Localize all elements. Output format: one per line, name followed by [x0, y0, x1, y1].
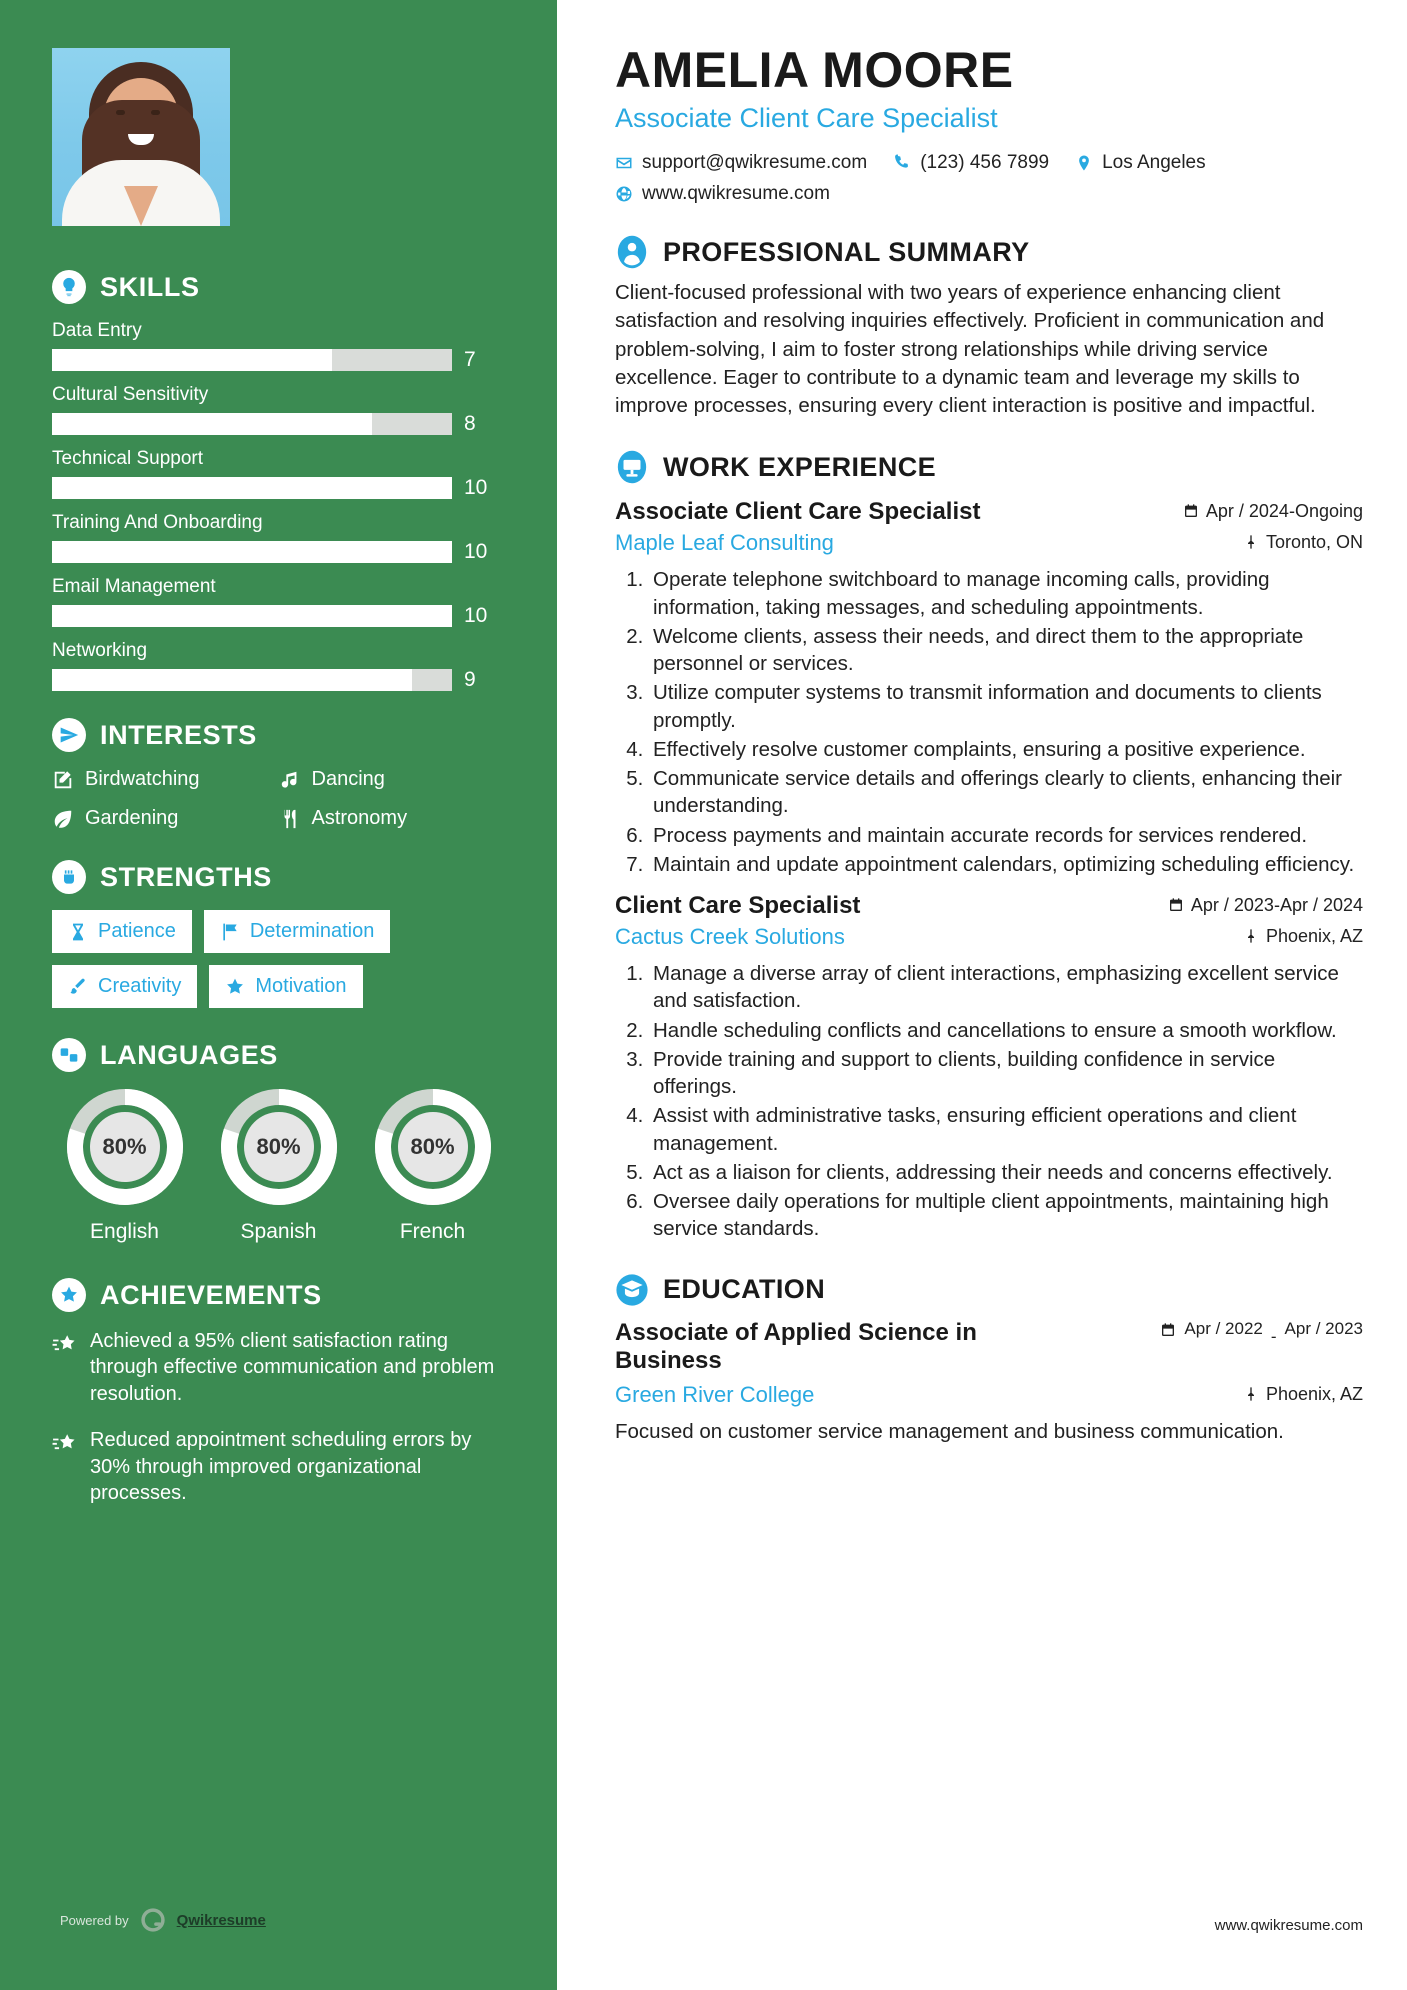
summary-title: PROFESSIONAL SUMMARY: [663, 236, 1030, 267]
language-item: [52, 1088, 197, 1244]
skill-value: 7: [464, 348, 476, 371]
job-entry: [615, 892, 1363, 1243]
duty-item: 6. Oversee daily operations for multiple client appointments, maintaining high service standards.: [649, 1188, 1363, 1243]
skill-name: Data Entry: [52, 320, 142, 341]
job-location-text: Toronto, ON: [1265, 531, 1363, 552]
shooting-star-icon: [52, 1431, 78, 1457]
candidate-name: AMELIA MOORE: [615, 42, 1014, 98]
job-duties: [649, 566, 1363, 878]
job-duties: [649, 960, 1363, 1243]
strength-label: Creativity: [98, 975, 182, 997]
language-name: French: [399, 1220, 466, 1243]
powered-by-label: Powered by: [60, 1912, 129, 1928]
languages-list: [52, 1088, 505, 1244]
experience-section: [615, 450, 1363, 1242]
job-location: [1243, 532, 1363, 553]
skill-name: Cultural Sensitivity: [52, 384, 209, 405]
skill-row: [52, 512, 505, 564]
briefcase-icon: [615, 450, 649, 484]
language-progress-ring: [374, 1088, 492, 1206]
strengths-section: [52, 860, 505, 1008]
education-location: [1243, 1384, 1363, 1405]
education-header: [615, 1273, 1363, 1307]
pin-icon: [1243, 534, 1259, 550]
pin-icon: [1243, 1386, 1259, 1402]
user-circle-icon: [615, 235, 649, 269]
phone-icon: [893, 154, 911, 172]
contact-item: [1075, 152, 1206, 174]
skill-row: [52, 640, 505, 692]
strengths-list: [52, 910, 505, 1008]
footer-website: www.qwikresume.com: [1214, 1917, 1363, 1934]
achievements-title: ACHIEVEMENTS: [100, 1279, 322, 1310]
school-name: Green River College: [615, 1382, 815, 1408]
skill-bar-fill: [52, 541, 452, 563]
duty-item: 6. Process payments and maintain accurate records for services rendered.: [649, 822, 1363, 849]
calendar-icon: [1160, 1322, 1176, 1338]
interest-label: Astronomy: [311, 807, 408, 829]
contact-row-primary: [615, 152, 1363, 174]
job-location-text: Phoenix, AZ: [1265, 925, 1363, 946]
contact-info: [615, 152, 1363, 205]
duty-item: 1. Operate telephone switchboard to manage incoming calls, providing information, taking messages, and scheduling appointments.: [649, 566, 1363, 621]
duty-item: 2. Handle scheduling conflicts and cancellations to ensure a smooth workflow.: [649, 1017, 1363, 1044]
achievements-header: [52, 1278, 505, 1312]
skill-row: [52, 576, 505, 628]
footer-branding: [60, 1906, 266, 1934]
duty-item: 5. Act as a liaison for clients, addressing their needs and concerns effectively.: [649, 1159, 1363, 1186]
contact-item: [615, 183, 830, 205]
leaf-icon: [52, 808, 74, 830]
job-dates: [1183, 501, 1363, 522]
language-name: English: [90, 1220, 159, 1243]
skills-header: [52, 270, 505, 304]
contact-item: [893, 152, 1049, 174]
strengths-title: STRENGTHS: [100, 861, 272, 892]
location-icon: [1075, 154, 1093, 172]
strength-chip: [204, 910, 391, 953]
skill-name: Training And Onboarding: [52, 512, 263, 533]
job-title: Associate Client Care Specialist: [615, 498, 981, 526]
skill-bar-fill: [52, 605, 452, 627]
skill-bar-track: [52, 477, 452, 499]
skill-bar-track: [52, 349, 452, 371]
lightbulb-icon: [52, 270, 86, 304]
skill-bar-fill: [52, 349, 332, 371]
qwikresume-logo-icon: [139, 1906, 167, 1934]
strength-chip: [52, 910, 192, 953]
language-percent: 80%: [90, 1112, 160, 1182]
interests-title: INTERESTS: [100, 719, 257, 750]
language-progress-ring: [220, 1088, 338, 1206]
job-company: Cactus Creek Solutions: [615, 924, 845, 950]
skill-bar-fill: [52, 477, 452, 499]
edit-square-icon: [52, 769, 74, 791]
profile-photo: [52, 48, 230, 226]
language-percent: 80%: [398, 1112, 468, 1182]
education-entry: [615, 1319, 1363, 1446]
education-dates: [1160, 1319, 1363, 1347]
skills-title: SKILLS: [100, 271, 200, 302]
skill-value: 9: [464, 668, 476, 691]
education-end-date: Apr / 2023: [1284, 1318, 1363, 1338]
achievement-item: [52, 1328, 505, 1407]
language-item: [360, 1088, 505, 1244]
language-percent: 80%: [244, 1112, 314, 1182]
strength-label: Patience: [98, 920, 176, 942]
summary-text: Client-focused professional with two years of experience enhancing client satisfaction and resolving inquiries effectively. Proficient in communication and problem-solving, I aim to foster strong relationships while driving service excellence. Eager to contribute to a dynamic team and leverage my skills to improve processes, ensuring every client interaction is positive and impactful.: [615, 281, 1325, 418]
strengths-header: [52, 860, 505, 894]
music-note-icon: [279, 769, 301, 791]
interest-item: [279, 768, 506, 791]
job-company: Maple Leaf Consulting: [615, 530, 834, 556]
contact-row-secondary: [615, 183, 1363, 205]
education-location-text: Phoenix, AZ: [1265, 1383, 1363, 1404]
strength-chip: [209, 965, 362, 1008]
skill-value: 10: [464, 604, 488, 627]
skill-value: 10: [464, 540, 488, 563]
qwikresume-link[interactable]: Qwikresume: [176, 1911, 266, 1929]
sidebar: [0, 0, 557, 1990]
experience-header: [615, 450, 1363, 484]
contact-item: [615, 152, 867, 174]
strength-label: Motivation: [255, 975, 347, 997]
interest-label: Birdwatching: [85, 768, 200, 790]
contact-text: support@qwikresume.com: [642, 152, 868, 173]
education-description: Focused on customer service management and business communication.: [615, 1420, 1284, 1444]
contact-text: www.qwikresume.com: [642, 183, 830, 204]
calendar-icon: [1183, 503, 1199, 519]
strength-chip: [52, 965, 197, 1008]
skills-section: [52, 270, 505, 692]
paper-plane-icon: [52, 718, 86, 752]
fork-knife-icon: [279, 808, 301, 830]
main-content: [557, 0, 1407, 1990]
education-section: [615, 1273, 1363, 1446]
skill-value: 8: [464, 412, 476, 435]
skill-row: [52, 448, 505, 500]
hourglass-icon: [68, 922, 88, 942]
job-dates: [1168, 895, 1363, 916]
education-title: EDUCATION: [663, 1274, 826, 1305]
date-separator: -: [1270, 1326, 1277, 1346]
skill-bar-track: [52, 541, 452, 563]
degree-title: Associate of Applied Science in Business: [615, 1318, 977, 1375]
achievement-text: Reduced appointment scheduling errors by 30% through improved organizational processes.: [90, 1429, 472, 1504]
language-name: Spanish: [240, 1220, 317, 1243]
interest-item: [279, 807, 506, 830]
skill-bar-track: [52, 669, 452, 691]
email-icon: [615, 154, 633, 172]
skill-bar-track: [52, 413, 452, 435]
duty-item: 2. Welcome clients, assess their needs, and direct them to the appropriate personnel or services.: [649, 623, 1363, 678]
fist-icon: [52, 860, 86, 894]
achievements-list: [52, 1328, 505, 1506]
language-item: [206, 1088, 351, 1244]
skill-value: 10: [464, 476, 488, 499]
summary-header: [615, 235, 1363, 269]
flag-icon: [220, 922, 240, 942]
languages-section: [52, 1038, 505, 1244]
interest-label: Gardening: [85, 807, 179, 829]
duty-item: 1. Manage a diverse array of client interactions, emphasizing excellent service and satisfaction.: [649, 960, 1363, 1015]
education-start-date: Apr / 2022: [1184, 1318, 1263, 1338]
jobs-list: [615, 498, 1363, 1242]
avatar: [52, 48, 230, 226]
calendar-icon: [1168, 897, 1184, 913]
strength-label: Determination: [249, 920, 375, 942]
job-dates-text: Apr / 2024-Ongoing: [1205, 500, 1363, 521]
duty-item: 7. Maintain and update appointment calendars, optimizing scheduling efficiency.: [649, 851, 1363, 878]
interests-header: [52, 718, 505, 752]
duty-item: 4. Effectively resolve customer complaints, ensuring a positive experience.: [649, 736, 1363, 763]
skills-list: [52, 320, 505, 692]
skill-name: Email Management: [52, 576, 216, 597]
candidate-role: Associate Client Care Specialist: [615, 103, 998, 133]
duty-item: 4. Assist with administrative tasks, ensuring efficient operations and client management.: [649, 1102, 1363, 1157]
summary-section: [615, 235, 1363, 420]
interests-list: [52, 768, 505, 846]
interests-section: [52, 718, 505, 846]
graduation-circle-icon: [615, 1273, 649, 1307]
paintbrush-icon: [68, 977, 88, 997]
achievement-text: Achieved a 95% client satisfaction rating through effective communication and problem resolution.: [90, 1330, 495, 1405]
duty-item: 5. Communicate service details and offerings clearly to clients, enhancing their understanding.: [649, 765, 1363, 820]
duty-item: 3. Provide training and support to clients, building confidence in service offerings.: [649, 1046, 1363, 1101]
skill-name: Technical Support: [52, 448, 204, 469]
languages-title: LANGUAGES: [100, 1039, 278, 1070]
badge-star-icon: [52, 1278, 86, 1312]
job-dates-text: Apr / 2023-Apr / 2024: [1190, 894, 1363, 915]
star-icon: [225, 977, 245, 997]
achievement-item: [52, 1427, 505, 1506]
interest-item: [52, 768, 279, 791]
skill-bar-track: [52, 605, 452, 627]
contact-text: Los Angeles: [1102, 152, 1206, 173]
skill-bar-fill: [52, 669, 412, 691]
skill-row: [52, 320, 505, 372]
skill-row: [52, 384, 505, 436]
duty-item: 3. Utilize computer systems to transmit information and documents to clients promptly.: [649, 679, 1363, 734]
translate-icon: [52, 1038, 86, 1072]
globe-icon: [615, 185, 633, 203]
contact-text: (123) 456 7899: [920, 152, 1050, 173]
job-title: Client Care Specialist: [615, 892, 861, 920]
job-location: [1243, 926, 1363, 947]
skill-name: Networking: [52, 640, 148, 661]
languages-header: [52, 1038, 505, 1072]
interest-item: [52, 807, 279, 830]
interest-label: Dancing: [311, 768, 385, 790]
job-entry: [615, 498, 1363, 878]
experience-title: WORK EXPERIENCE: [663, 451, 937, 482]
shooting-star-icon: [52, 1332, 78, 1358]
achievements-section: [52, 1278, 505, 1506]
language-progress-ring: [66, 1088, 184, 1206]
pin-icon: [1243, 928, 1259, 944]
skill-bar-fill: [52, 413, 372, 435]
